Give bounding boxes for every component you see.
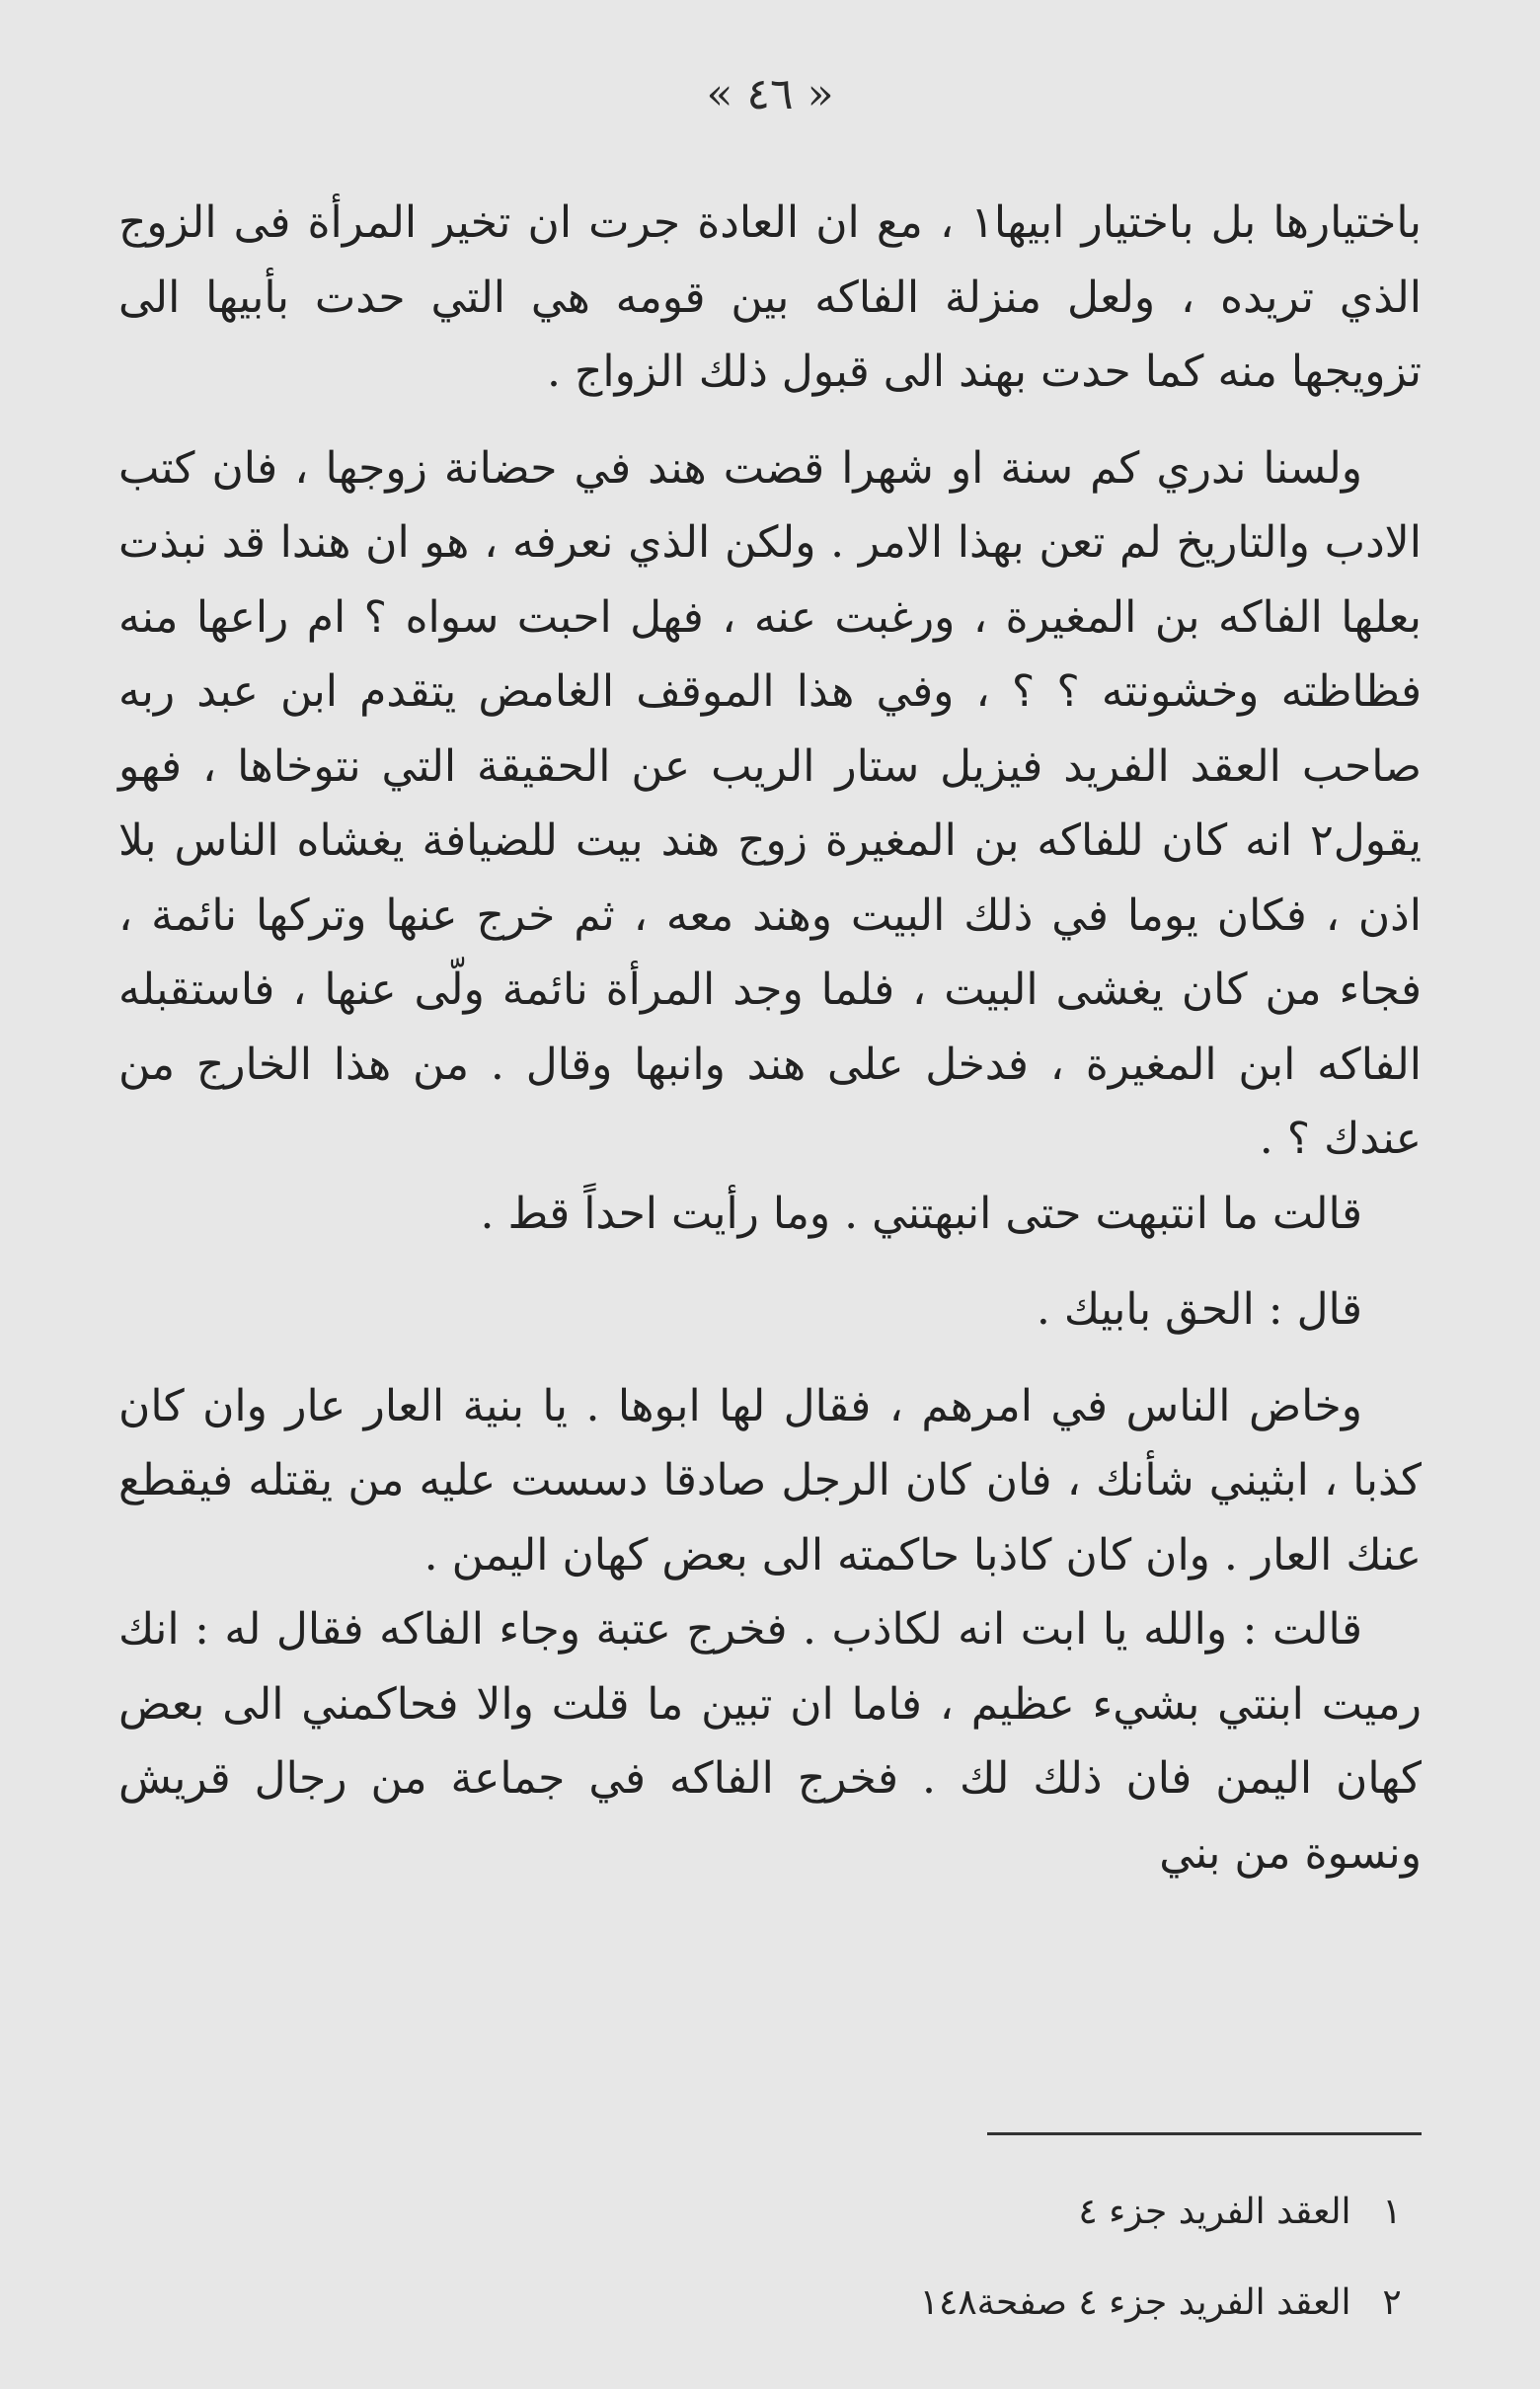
footnote-text: العقد الفريد جزء ٤ صفحة١٤٨ — [919, 2282, 1351, 2323]
paragraph: ولسنا ندري كم سنة او شهرا قضت هند في حضانة زوجها ، فان كتب الادب والتاريخ لم تعن بهذا الامر . ولكن الذي نعرفه ، هو ان هندا قد نبذت بعلها الفاكه بن المغيرة ، ورغبت عنه ، فهل احبت سواه ؟ ام راعها منه فظاظته وخشونته ؟ ؟ ، وفي هذا الموقف الغامض يتقدم ابن عبد ربه صاحب العقد الفريد فيزيل ستار الريب عن الحقيقة التي نتوخاها ، فهو يقول٢ انه كان للفاكه بن المغيرة زوج هند بيت للضيافة يغشاه الناس بلا اذن ، فكان يوما في ذلك البيت وهند معه ، ثم خرج عنها وتركها نائمة ، فجاء من كان يغشى البيت ، فلما وجد المرأة نائمة ولّى عنها ، فاستقبله الفاكه ابن المغيرة ، فدخل على هند وانبها وقال . من هذا الخارج من عندك ؟ . — [118, 442, 1422, 1164]
page-number: « ٤٦ » — [706, 69, 834, 119]
paragraph: وخاض الناس في امرهم ، فقال لها ابوها . يا بنية العار عار وان كان كذبا ، ابثيني شأنك ، فان كان الرجل صادقا دسست عليه من يقتله فيقطع عنك العار . وان كان كاذبا حاكمته الى بعض كهان اليمن . — [118, 1380, 1422, 1580]
paragraph: قال : الحق بابيك . — [1036, 1284, 1362, 1335]
footnote-divider — [987, 2132, 1422, 2135]
footnote-number: ٢ — [1382, 2282, 1402, 2323]
footnote-text: العقد الفريد جزء ٤ — [1078, 2192, 1351, 2232]
paragraph: قالت : والله يا ابت انه لكاذب . فخرج عتبة وجاء الفاكه فقال له : انك رميت ابنتي بشيء عظيم ، فاما ان تبين ما قلت والا فحاكمني الى بعض كهان اليمن فان ذلك لك . فخرج الفاكه في جماعة من رجال قريش ونسوة من بني — [118, 1604, 1422, 1879]
body-text — [118, 186, 1422, 1890]
footnote-item — [691, 2258, 1422, 2349]
paragraph: قالت ما انتبهت حتى انبهتني . وما رأيت احداً قط . — [480, 1188, 1362, 1239]
footnote-item — [691, 2167, 1422, 2258]
footnote-number: ١ — [1382, 2192, 1402, 2232]
footnotes — [691, 2167, 1422, 2349]
paragraph: باختيارها بل باختيار ابيها١ ، مع ان العادة جرت ان تخير المرأة فى الزوج الذي تريده ، ولعل منزلة الفاكه بين قومه هي التي حدت بأبيها الى تزويجها منه كما حدت بهند الى قبول ذلك الزواج . — [118, 197, 1422, 397]
